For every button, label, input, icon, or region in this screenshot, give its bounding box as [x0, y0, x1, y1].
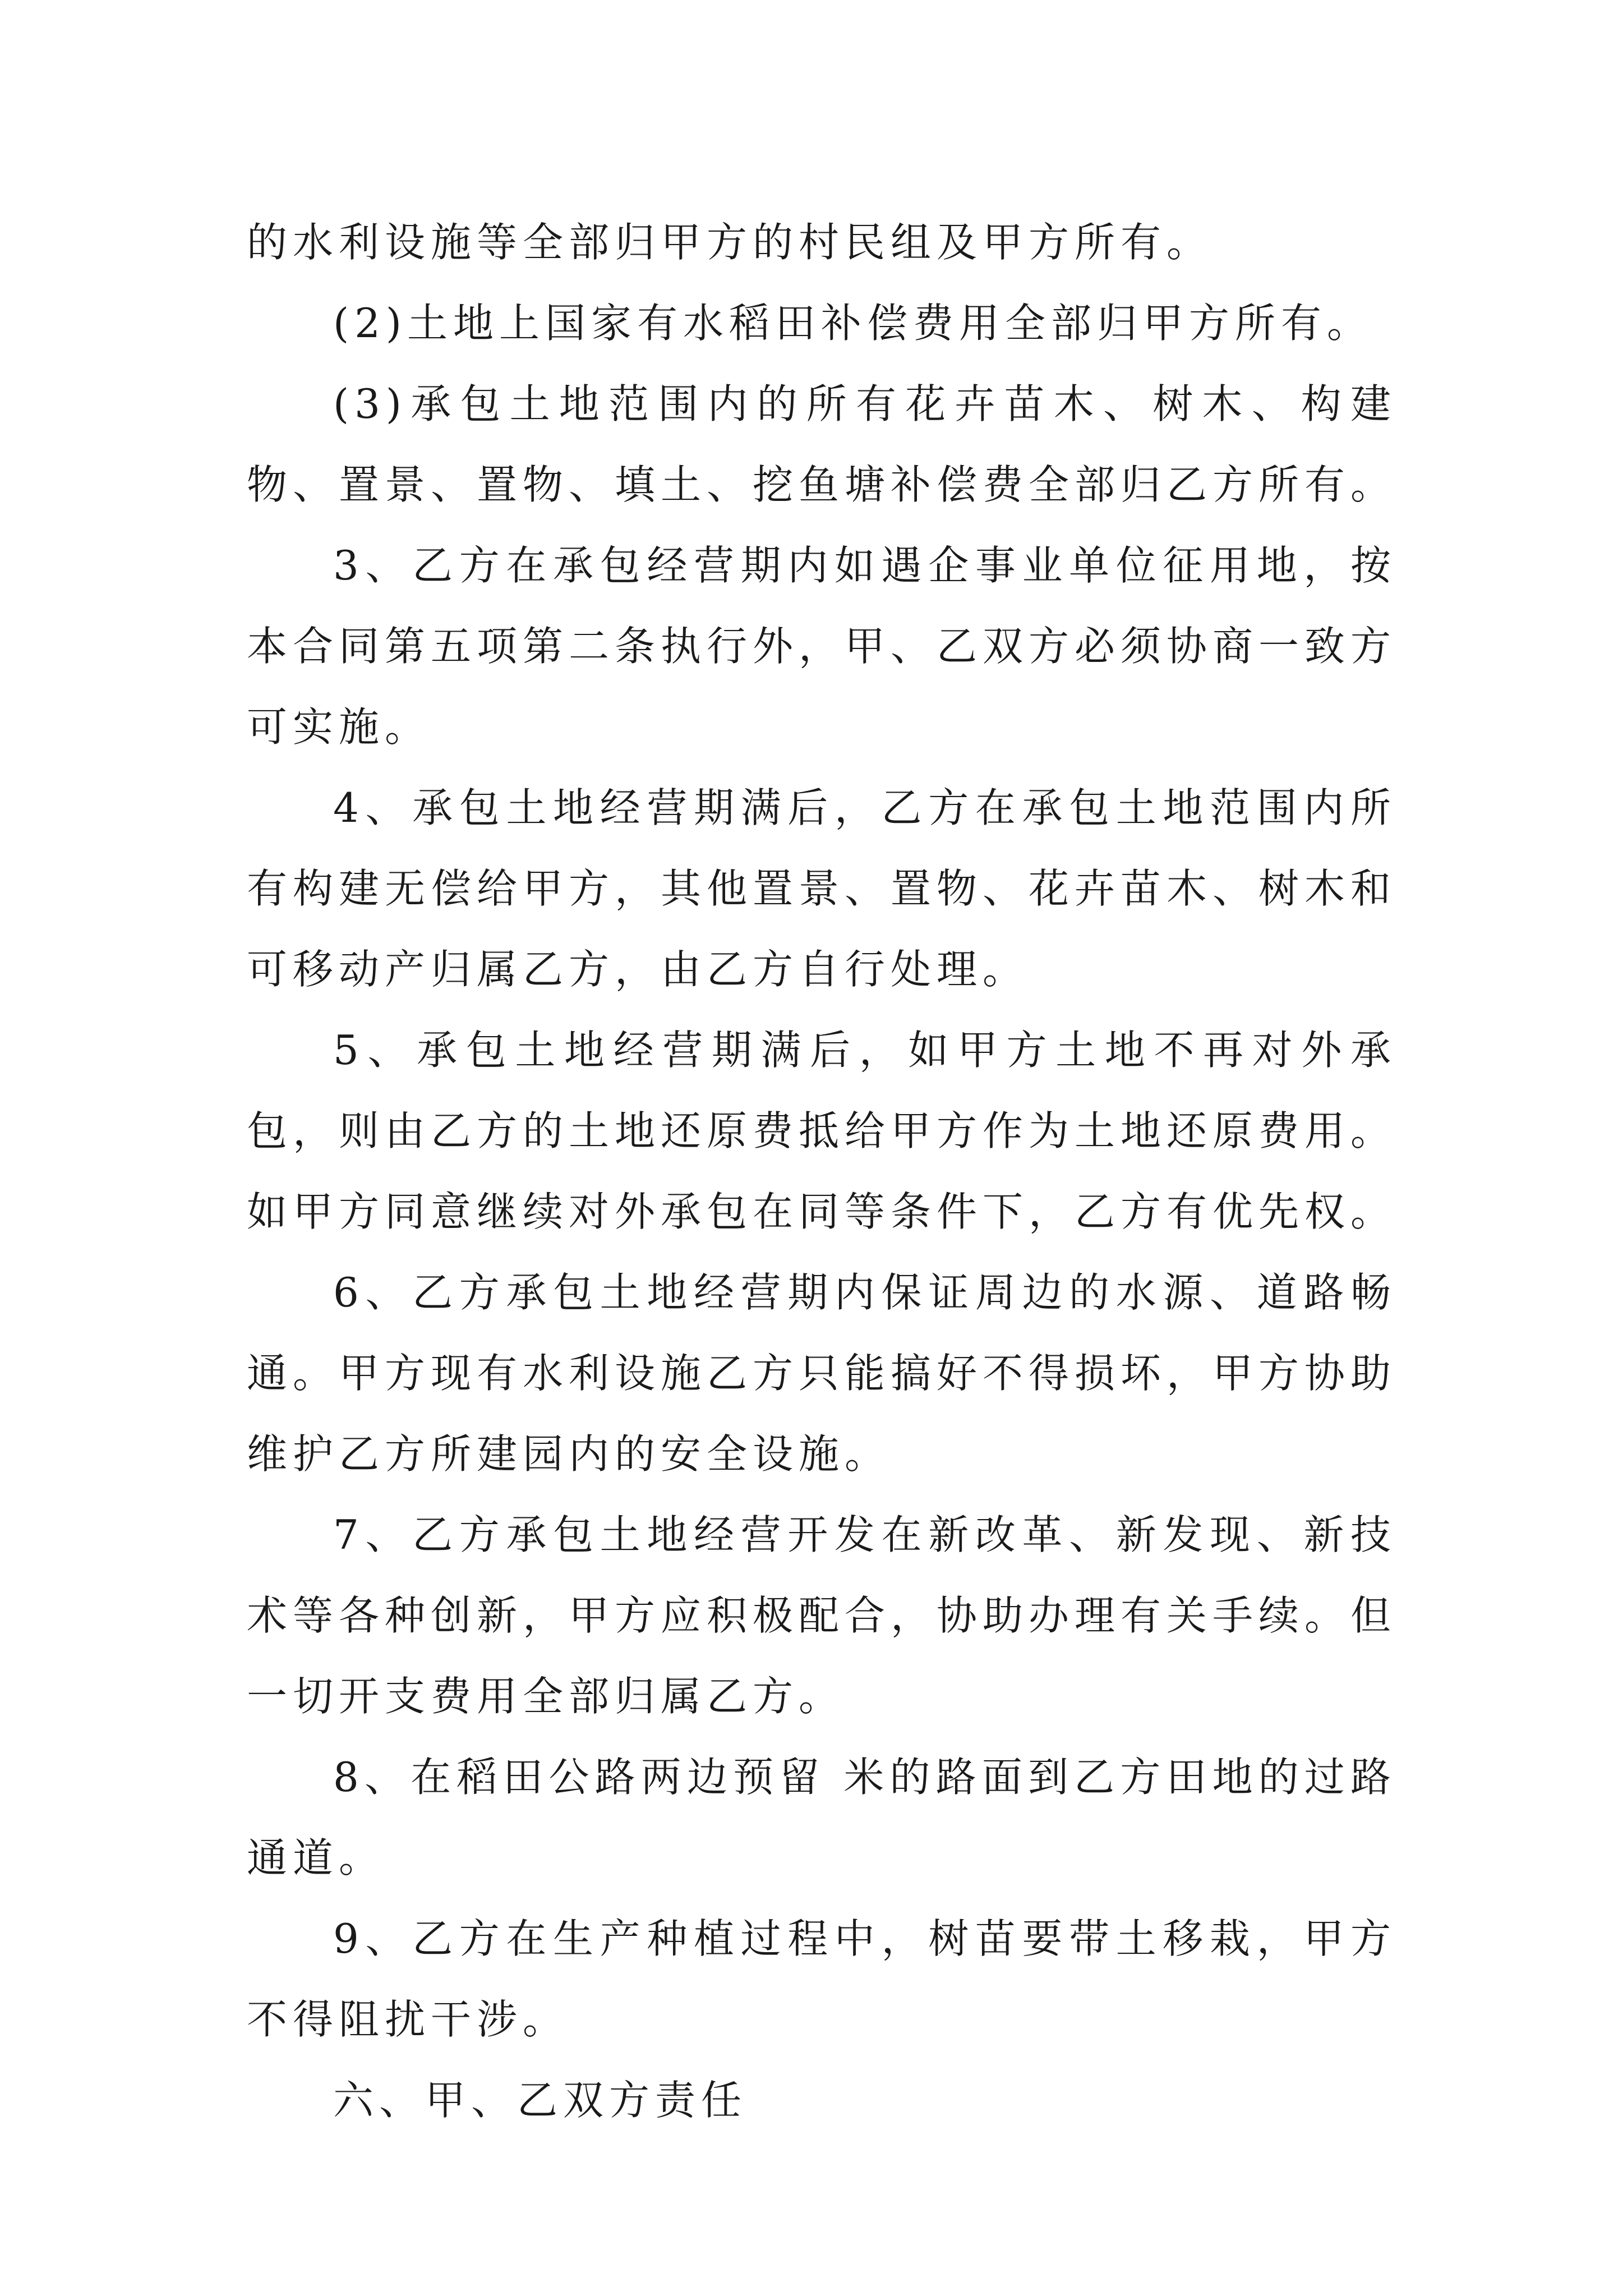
paragraph-item-6: 6、乙方承包土地经营期内保证周边的水源、道路畅通。甲方现有水利设施乙方只能搞好不得损坏，甲方协助维护乙方所建园内的安全设施。 — [247, 1269, 1397, 1478]
paragraph-item-8: 8、在稻田公路两边预留 米的路面到乙方田地的过路通道。 — [247, 1754, 1396, 1881]
section-heading-responsibilities: 六、甲、乙双方责任 — [333, 2077, 748, 2124]
paragraph-item-5: 5、承包土地经营期满后，如甲方土地不再对外承包，则由乙方的土地还原费抵给甲方作为土地还原费用。如甲方同意继续对外承包在同等条件下，乙方有优先权。 — [247, 1027, 1397, 1235]
paragraph-item-7: 7、乙方承包土地经营开发在新改革、新发现、新技术等各种创新，甲方应积极配合，协助办理有关手续。但一切开支费用全部归属乙方。 — [247, 1511, 1397, 1720]
document-body — [247, 202, 1396, 2141]
paragraph-water-facilities: 的水利设施等全部归甲方的村民组及甲方所有。 — [247, 219, 1213, 266]
paragraph-item-3: 3、乙方在承包经营期内如遇企事业单位征用地，按本合同第五项第二条执行外，甲、乙双方必须协商一致方可实施。 — [247, 542, 1397, 751]
paragraph-clause-3: (3)承包土地范围内的所有花卉苗木、树木、构建物、置景、置物、填土、挖鱼塘补偿费全部归乙方所有。 — [247, 380, 1397, 508]
paragraph-item-9: 9、乙方在生产种植过程中，树苗要带土移栽，甲方不得阻扰干涉。 — [247, 1915, 1396, 2043]
paragraph-clause-2: (2)土地上国家有水稻田补偿费用全部归甲方所有。 — [333, 300, 1373, 347]
paragraph-item-4: 4、承包土地经营期满后，乙方在承包土地范围内所有构建无偿给甲方，其他置景、置物、花卉苗木、树木和可移动产归属乙方，由乙方自行处理。 — [247, 784, 1397, 993]
